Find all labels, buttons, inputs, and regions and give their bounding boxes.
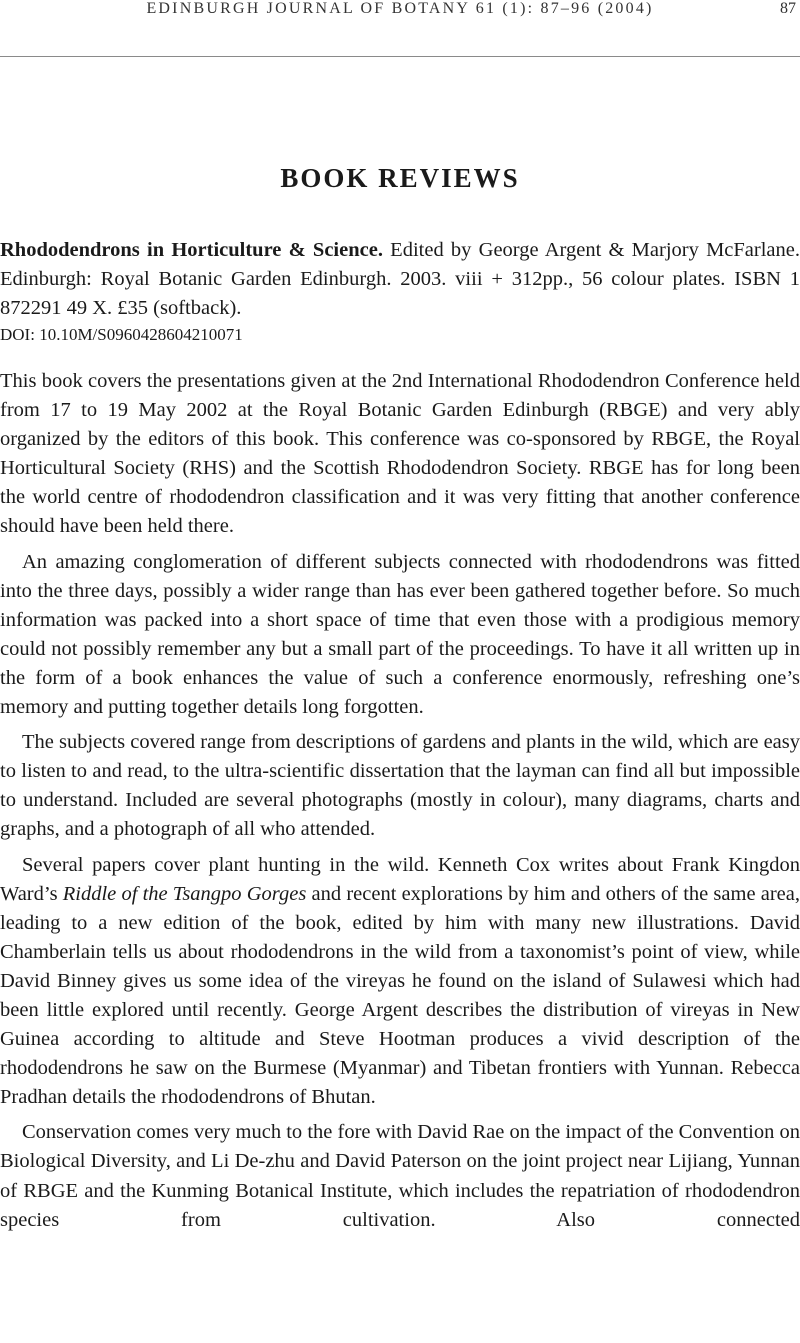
- review-body: [0, 367, 800, 1235]
- review-paragraph-1: This book covers the presentations given at the 2nd International Rhododendron Conference held from 17 to 19 May 2002 at the Royal Botanic Garden Edinburgh (RBGE) and very ably organized by the editors of this book. This conference was co-sponsored by RBGE, the Royal Horticultural Society (RHS) and the Scottish Rhododendron Society. RBGE has for long been the world centre of rhododendron classification and it was very fitting that another conference should have been held there.: [0, 370, 800, 538]
- paragraph-4-text-end: and recent explorations by him and others of the same area, leading to a new edition of the book, edited by him with many new illustrations. David Chamberlain tells us about rhododendrons in the wild from a taxonomist’s point of view, while David Binney gives us some idea of the vireyas he found on the island of Sulawesi which had been little explored until recently. George Argent describes the distribution of vireyas in New Guinea according to altitude and Steve Hootman produces a vivid description of the rhododendrons he saw on the Burmese (Myanmar) and Tibetan frontiers with Yunnan. Rebecca Pradhan details the rhododendrons of Bhutan.: [0, 882, 800, 1109]
- review-paragraph-2: An amazing conglomeration of different subjects connected with rhododendrons was fitted into the three days, possibly a wider range than has ever been gathered together before. So much information was packed into a short space of time that even those with a prodigious memory could not possibly remember any but a small part of the proceedings. To have it all written up in the form of a book enhances the value of such a conference enormously, refreshing one’s memory and putting together details long forgotten.: [0, 550, 800, 719]
- book-details: Edited by George Argent & Marjory McFarlane. Edinburgh: Royal Botanic Garden Edinburgh. 2003. viii + 312pp., 56 colour plates. ISBN 1 872291 49 X. £35 (softback).: [0, 239, 800, 319]
- running-head: [0, 0, 800, 22]
- review-paragraph-5: Conservation comes very much to the fore with David Rae on the impact of the Convention on Biological Diversity, and Li De-zhu and David Paterson on the joint project near Lijiang, Yunnan of RBGE and the Kunming Botanical Institute, which includes the repatriation of rhododendron species from cultivation. Also connected: [0, 1121, 800, 1231]
- page-number: 87: [780, 0, 796, 17]
- journal-citation-header: EDINBURGH JOURNAL OF BOTANY 61 (1): 87–96 (2004): [146, 0, 654, 17]
- review-paragraph-4: [0, 851, 800, 1113]
- header-rule: [0, 56, 800, 57]
- book-title-italic: Riddle of the Tsangpo Gorges: [62, 882, 307, 905]
- paragraph-4-text-start: Several papers cover plant hunting in the wild. Kenneth Cox writes about Frank Kingdon Ward’s: [0, 853, 800, 905]
- review-paragraph-3: The subjects covered range from descriptions of gardens and plants in the wild, which are easy to listen to and read, to the ultra-scientific dissertation that the layman can find all but impossible to understand. Included are several photographs (mostly in colour), many diagrams, charts and graphs, and a photograph of all who attended.: [0, 731, 800, 841]
- section-title: BOOK REVIEWS: [280, 163, 520, 193]
- book-citation: [0, 236, 800, 323]
- book-title: Rhododendrons in Horticulture & Science.: [0, 239, 383, 261]
- doi-link[interactable]: DOI: 10.10M/S0960428604210071: [0, 325, 243, 344]
